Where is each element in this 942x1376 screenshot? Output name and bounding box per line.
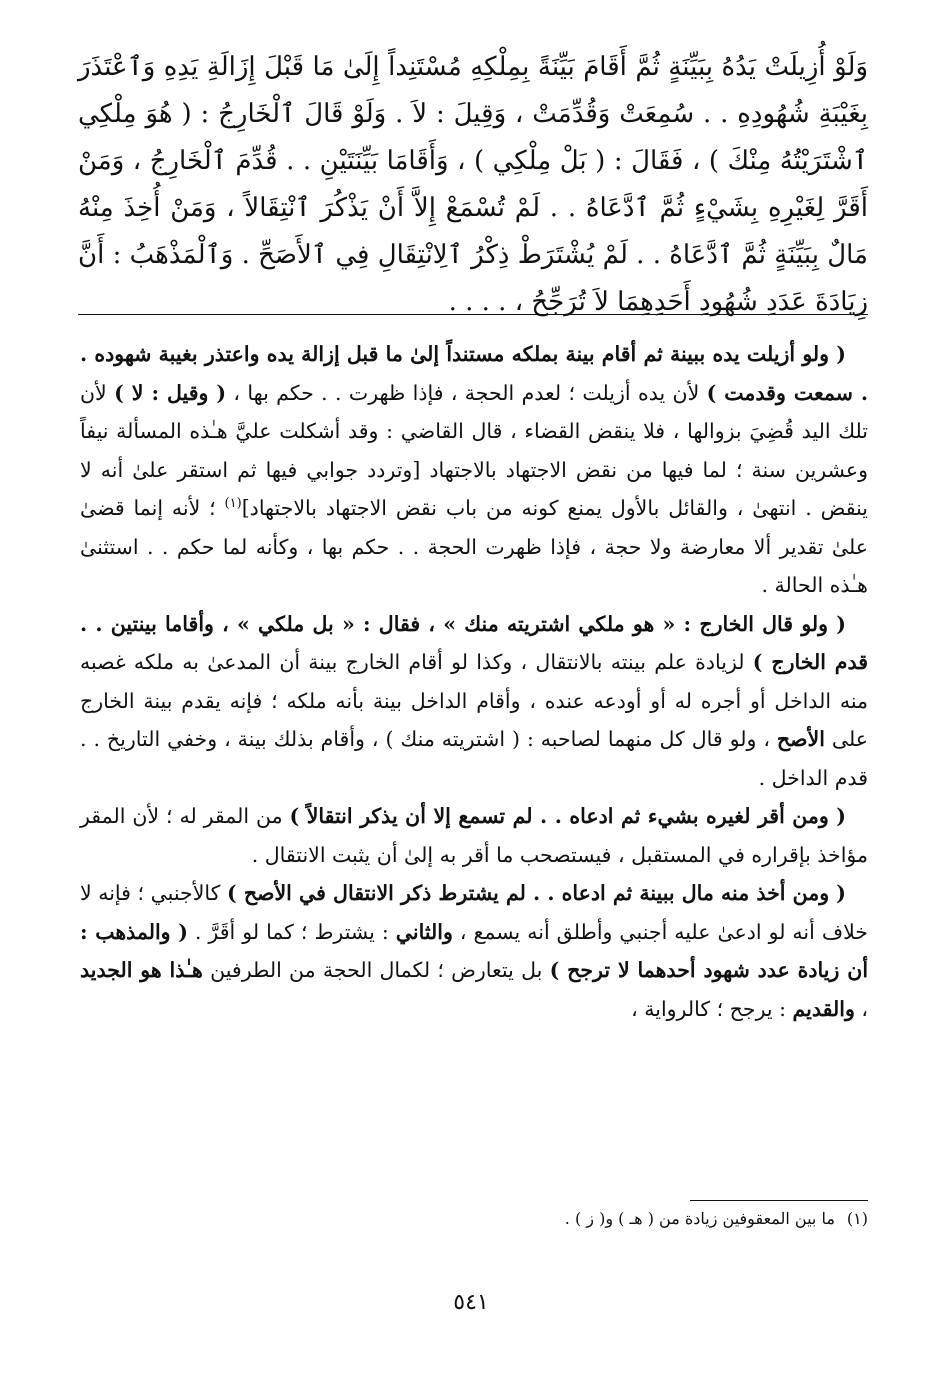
commentary-text: كالأجنبي ؛ فإنه لا خلاف أنه لو ادعىٰ عليه أجنبي وأطلق أنه يسمع ، — [80, 881, 868, 944]
commentary-text: ؛ لأنه إنما قضىٰ علىٰ تقدير ألا معارضة ولا حجة ، فإذا ظهرت الحجة . . حكم بها ، وكأنه لما حكم . . استثنىٰ هـٰذه الحالة . — [80, 496, 868, 597]
quoted-matn: ( ولو قال الخارج : « هو ملكي اشتريته منك » ، فقال : « بل ملكي » ، وأقاما بينتين . . قدم الخارج ) — [80, 611, 869, 674]
commentary-text: ، — [854, 996, 868, 1021]
matn-paragraph: وَلَوْ أُزِيلَتْ يَدُهُ بِبَيِّنَةٍ ثُمَّ أَقَامَ بَيِّنَةً بِمِلْكِهِ مُسْتَنِداً إِلَىٰ مَا قَبْلَ إِزَالَةِ يَدِهِ وَٱعْتَذَرَ بِغَيْبَةِ شُهُودِهِ . . سُمِعَتْ وَقُدِّمَتْ ، وَقِيلَ : لاَ . وَلَوْ قَالَ ٱلْخَارِجُ : ( هُوَ مِلْكِي ٱشْتَرَيْتُهُ مِنْكَ ) ، فَقَالَ : ( بَلْ مِلْكِي ) ، وَأَقَامَا بَيِّنَتَيْنِ . . قُدِّمَ ٱلْخَارِجُ ، وَمَنْ أَقَرَّ لِغَيْرِهِ بِشَيْءٍ ثُمَّ ٱدَّعَاهُ . . لَمْ تُسْمَعْ إِلاَّ أَنْ يَذْكُرَ ٱنْتِقَالاً ، وَمَنْ أُخِذَ مِنْهُ مَالٌ بِبَيِّنَةٍ ثُمَّ ٱدَّعَاهُ . . لَمْ يُشْتَرَطْ ذِكْرُ ٱلِانْتِقَالِ فِي ٱلأَصَحِّ . وَٱلْمَذْهَبُ : أَنَّ زِيَادَةَ عَدَدِ شُهُودِ أَحَدِهِمَا لاَ تُرَجِّحُ ، . . . . — [78, 52, 868, 317]
commentary-text: لأن يده أزيلت ؛ لعدم الحجة ، فإذا ظهرت . . حكم بها ، — [226, 380, 707, 405]
quoted-matn: ( والمذهب : أن زيادة عدد شهود أحدهما لا ترجح ) — [80, 919, 869, 982]
bold-term: هـٰذا هو الجديد — [80, 958, 203, 982]
bold-term: الأصح — [776, 727, 825, 751]
commentary-text: لزيادة علم بينته بالانتقال ، وكذا لو أقام الخارج بينة أن المدعىٰ به ملكه غصبه منه الداخل أو أجره له أو أودعه عنده ، وأقام الداخل بينة بأنه ملكه ؛ فإنه يقدم بينة الخارج على — [80, 650, 869, 751]
commentary-text-block — [80, 335, 868, 1028]
commentary-text: بل يتعارض ؛ لكمال الحجة من الطرفين — [202, 958, 550, 982]
footnote-reference: (١) — [224, 496, 242, 512]
footnote — [80, 1205, 868, 1233]
quoted-matn: ( وقيل : لا ) — [114, 380, 227, 405]
matn-text-block — [78, 44, 868, 326]
bold-term: والقديم — [792, 996, 855, 1021]
commentary-text: : يشترط ؛ كما لو أقَرَّ . — [187, 919, 396, 944]
quoted-matn: ( ومن أقر لغيره بشيء ثم ادعاه . . لم تسمع إلا أن يذكر انتقالاً ) — [289, 804, 847, 828]
commentary-text: ، ولو قال كل منهما لصاحبه : ( اشتريته منك ) ، وأقام بذلك بينة ، وخفي التاريخ . . قدم الداخل . — [80, 727, 868, 790]
bold-term: والثاني — [395, 919, 453, 944]
separator-line — [78, 314, 868, 315]
page-number: ٥٤١ — [453, 1290, 489, 1315]
quoted-matn: ( ومن أخذ منه مال ببينة ثم ادعاه . . لم يشترط ذكر الانتقال في الأصح ) — [226, 881, 846, 905]
commentary-paragraph-3 — [80, 797, 868, 874]
footnote-number: (١) — [846, 1209, 868, 1228]
commentary-text: لأن تلك اليد قُضِيَ بزوالها ، فلا ينقض القضاء ، قال القاضي : وقد أشكلت عليَّ هـٰذه المسألة نيفاً وعشرين سنة ؛ لما فيها من نقض الاجتهاد بالاجتهاد [وتردد جوابي فيها ثم استقر علىٰ أنه لا ينقض . انتهىٰ ، والقائل بالأول يمنع كونه من باب نقض الاجتهاد بالاجتهاد] — [80, 380, 868, 520]
commentary-paragraph-2 — [80, 605, 868, 798]
footnote-separator — [690, 1200, 868, 1201]
quoted-matn: ( ولو أزيلت يده ببينة ثم أقام بينة بملكه مستنداً إلىٰ ما قبل إزالة يده واعتذر بغيبة شهوده . . سمعت وقدمت ) — [80, 342, 868, 405]
commentary-paragraph-4 — [80, 874, 868, 1028]
commentary-text: من المقر له ؛ لأن المقر مؤاخذ بإقراره في المستقبل ، فيستصحب ما أقر به إلىٰ أن يثبت الانتقال . — [80, 804, 868, 867]
commentary-text: : يرجح ؛ كالرواية ، — [631, 996, 793, 1021]
footnote-text: ما بين المعقوفين زيادة من ( هـ ) و( ز ) . — [564, 1209, 835, 1228]
commentary-paragraph-1 — [80, 335, 868, 605]
